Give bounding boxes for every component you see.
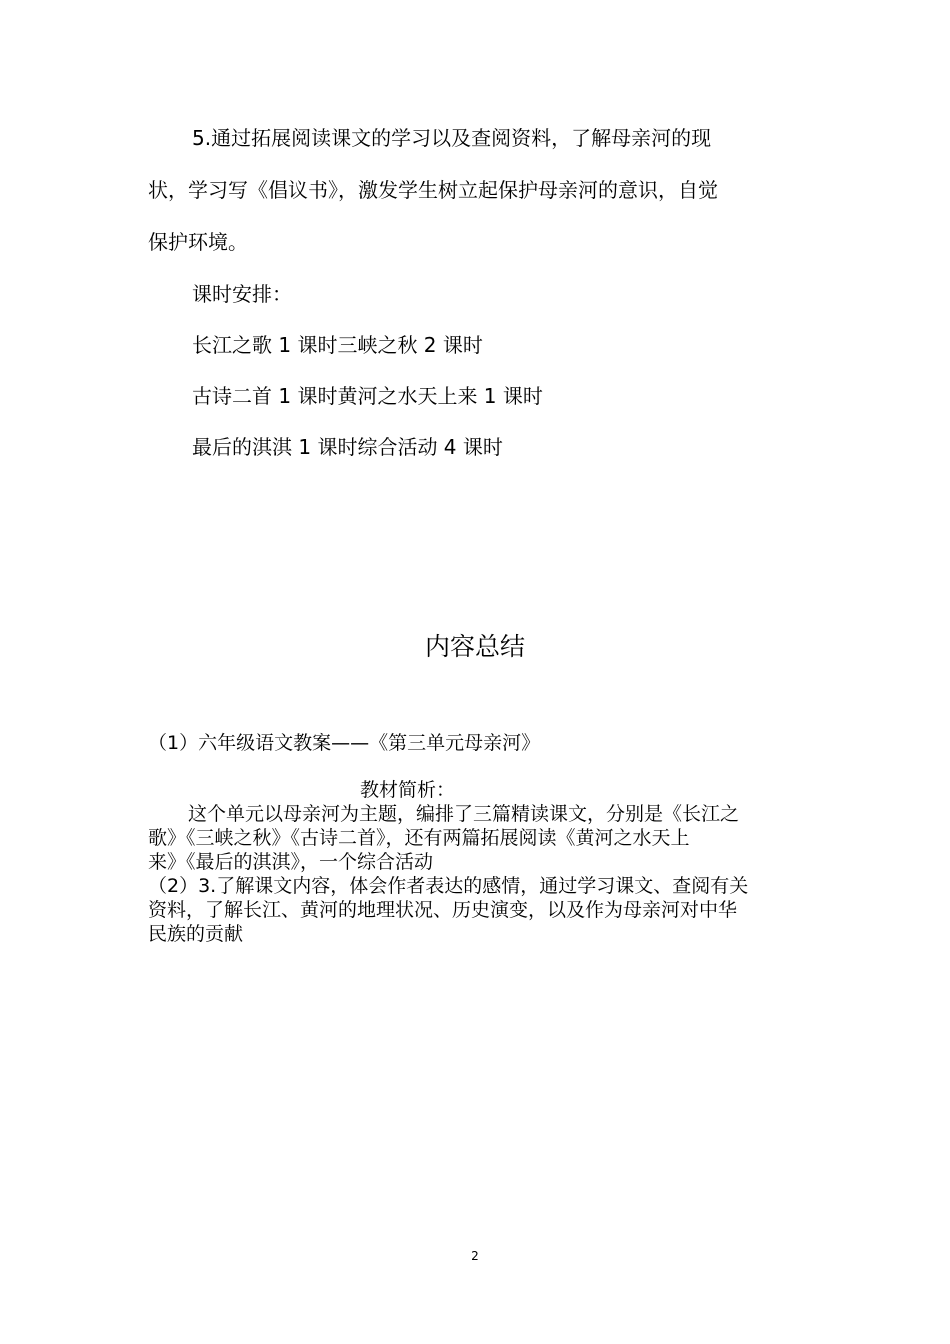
summary-item-1: （1）六年级语文教案——《第三单元母亲河》 bbox=[148, 732, 541, 754]
analysis-line: 来》《最后的淇淇》，一个综合活动 bbox=[148, 851, 434, 873]
analysis-label: 教材简析： bbox=[360, 779, 456, 801]
objective-line-1: 5.通过拓展阅读课文的学习以及查阅资料，了解母亲河的现 bbox=[192, 126, 712, 150]
summary-item-2-line: 民族的贡献 bbox=[148, 923, 244, 945]
schedule-row: 长江之歌 1 课时三峡之秋 2 课时 bbox=[192, 333, 483, 357]
schedule-label: 课时安排： bbox=[192, 282, 292, 306]
page-number: 2 bbox=[471, 1249, 479, 1263]
objective-line-3: 保护环境。 bbox=[148, 230, 248, 254]
summary-item-2-line: （2）3.了解课文内容，体会作者表达的感情，通过学习课文、查阅有关 bbox=[148, 875, 749, 897]
schedule-row: 古诗二首 1 课时黄河之水天上来 1 课时 bbox=[192, 384, 543, 408]
summary-item-2-line: 资料，了解长江、黄河的地理状况、历史演变，以及作为母亲河对中华 bbox=[148, 899, 738, 921]
summary-title: 内容总结 bbox=[424, 632, 525, 661]
analysis-line: 歌》《三峡之秋》《古诗二首》，还有两篇拓展阅读《黄河之水天上 bbox=[148, 827, 690, 849]
schedule-row: 最后的淇淇 1 课时综合活动 4 课时 bbox=[192, 435, 503, 459]
analysis-line: 这个单元以母亲河为主题，编排了三篇精读课文，分别是《长江之 bbox=[188, 803, 740, 825]
objective-line-2: 状，学习写《倡议书》，激发学生树立起保护母亲河的意识，自觉 bbox=[148, 178, 718, 202]
